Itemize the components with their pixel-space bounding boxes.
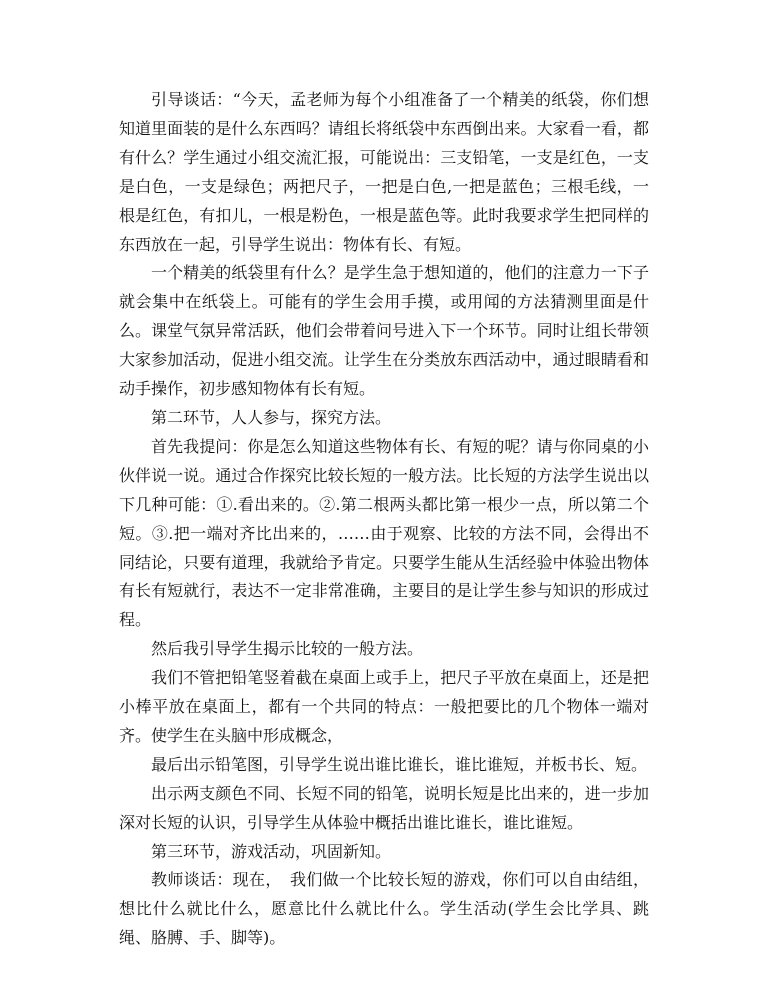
section-heading-2: 第二环节，人人参与，探究方法。 [151, 407, 392, 427]
paragraph-5: 我们不管把铅笔竖着截在桌面上或手上，把尺子平放在桌面上，还是把小棒平放在桌面上，都有一个共同的特点：一般把要比的几个物体一端对齐。使学生在头脑中形成概念， [119, 668, 649, 745]
paragraph-3: 首先我提问：你是怎么知道这些物体有长、有短的呢？请与你同桌的小伙伴说一说。通过合作探究比较长短的一般方法。比长短的方法学生说出以下几种可能：①.看出来的。②.第二根两头都比第一根少一点，所以第二个短。③.把一端对齐比出来的，……由于观察、比较的方法不同，会得出不同结论，只要有道理，我就给予肯定。只要学生能从生活经验中体验出物体有长有短就行，表达不一定非常准确，主要目的是让学生参与知识的形成过程。 [119, 436, 649, 630]
paragraph-7: 出示两支颜色不同、长短不同的铅笔，说明长短是比出来的，进一步加深对长短的认识，引导学生从体验中概括出谁比谁长，谁比谁短。 [119, 783, 649, 832]
paragraph-2: 一个精美的纸袋里有什么？是学生急于想知道的，他们的注意力一下子就会集中在纸袋上。可能有的学生会用手摸，或用闻的方法猜测里面是什么。课堂气氛异常活跃，他们会带着问号进入下一个环节。同时让组长带领大家参加活动，促进小组交流。让学生在分类放东西活动中，通过眼睛看和动手操作，初步感知物体有长有短。 [119, 263, 649, 399]
document-body [119, 86, 649, 953]
paragraph-4: 然后我引导学生揭示比较的一般方法。 [151, 639, 424, 659]
paragraph-1: 引导谈话：“今天，孟老师为每个小组准备了一个精美的纸袋，你们想知道里面装的是什么东西吗？请组长将纸袋中东西倒出来。大家看一看，都有什么？学生通过小组交流汇报，可能说出：三支铅笔，一支是红色，一支是白色，一支是绿色；两把尺子，一把是白色,一把是蓝色；三根毛线，一根是红色，有扣儿，一根是粉色，一根是蓝色等。此时我要求学生把同样的东西放在一起，引导学生说出：物体有长、有短。 [119, 90, 649, 254]
section-heading-3: 第三环节，游戏活动，巩固新知。 [151, 841, 392, 861]
paragraph-8: 教师谈话：现在， 我们做一个比较长短的游戏，你们可以自由结组，想比什么就比什么，愿意比什么就比什么。学生活动(学生会比学具、跳绳、胳膊、手、脚等)。 [119, 870, 649, 948]
paragraph-6: 最后出示铅笔图，引导学生说出谁比谁长，谁比谁短，并板书长、短。 [151, 754, 648, 774]
